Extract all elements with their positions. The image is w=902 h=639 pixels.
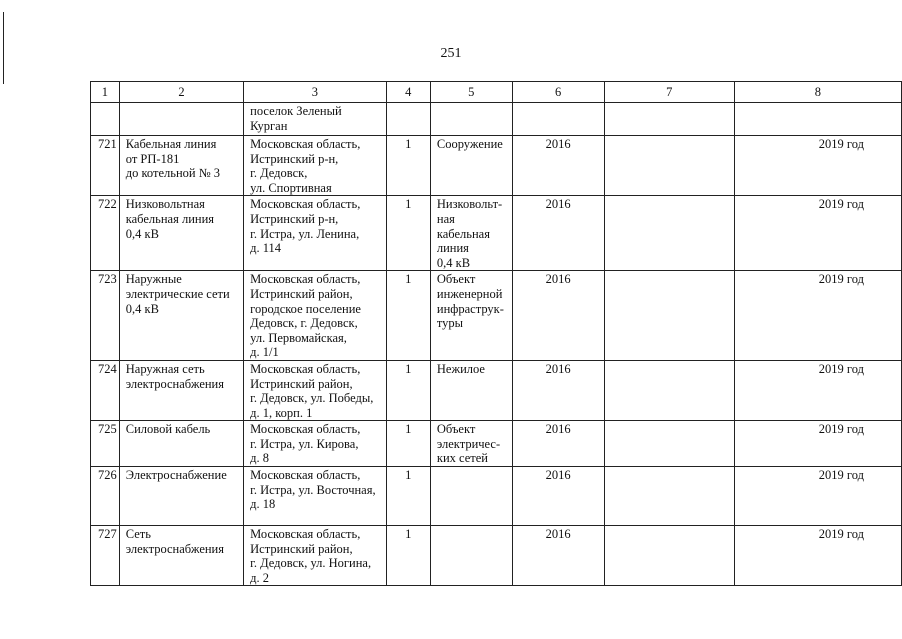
object-col7 bbox=[604, 196, 734, 271]
object-quantity: 1 bbox=[386, 467, 430, 526]
object-col7 bbox=[604, 271, 734, 361]
table-row bbox=[91, 526, 902, 586]
object-address: Московская область, Истринский район, г. Дедовск, ул. Победы, д. 1, корп. 1 bbox=[244, 360, 386, 420]
object-type bbox=[430, 103, 512, 136]
object-name: Электроснабжение bbox=[119, 467, 243, 526]
object-col7 bbox=[604, 136, 734, 196]
table-row bbox=[91, 103, 902, 136]
object-name: Наружная сеть электроснабжения bbox=[119, 360, 243, 420]
object-period bbox=[734, 103, 901, 136]
object-type: Нежилое bbox=[430, 360, 512, 420]
object-col7 bbox=[604, 360, 734, 420]
object-year: 2016 bbox=[512, 526, 604, 586]
object-name: Сеть электроснабжения bbox=[119, 526, 243, 586]
object-name: Силовой кабель bbox=[119, 421, 243, 467]
object-quantity: 1 bbox=[386, 526, 430, 586]
object-address: Московская область, Истринский р-н, г. Истра, ул. Ленина, д. 114 bbox=[244, 196, 386, 271]
object-type: Низковольт- ная кабельная линия 0,4 кВ bbox=[430, 196, 512, 271]
object-address: Московская область, Истринский район, городское поселение Дедовск, г. Дедовск, ул. Первомайская, д. 1/1 bbox=[244, 271, 386, 361]
object-col7 bbox=[604, 526, 734, 586]
object-period: 2019 год bbox=[734, 467, 901, 526]
col-header: 3 bbox=[244, 82, 386, 103]
row-number: 726 bbox=[91, 467, 120, 526]
object-name bbox=[119, 103, 243, 136]
row-number: 725 bbox=[91, 421, 120, 467]
col-header: 1 bbox=[91, 82, 120, 103]
row-number: 724 bbox=[91, 360, 120, 420]
row-number: 722 bbox=[91, 196, 120, 271]
registry-table bbox=[90, 81, 902, 586]
object-quantity: 1 bbox=[386, 196, 430, 271]
object-year: 2016 bbox=[512, 136, 604, 196]
object-year: 2016 bbox=[512, 467, 604, 526]
object-name: Кабельная линия от РП-181 до котельной № 3 bbox=[119, 136, 243, 196]
object-col7 bbox=[604, 421, 734, 467]
object-year: 2016 bbox=[512, 360, 604, 420]
object-type bbox=[430, 467, 512, 526]
object-address: Московская область, Истринский район, г. Дедовск, ул. Ногина, д. 2 bbox=[244, 526, 386, 586]
object-period: 2019 год bbox=[734, 136, 901, 196]
table-row bbox=[91, 467, 902, 526]
col-header: 2 bbox=[119, 82, 243, 103]
object-address: Московская область, Истринский р-н, г. Дедовск, ул. Спортивная bbox=[244, 136, 386, 196]
object-type: Сооружение bbox=[430, 136, 512, 196]
object-address: поселок Зеленый Курган bbox=[244, 103, 386, 136]
object-period: 2019 год bbox=[734, 360, 901, 420]
row-number: 723 bbox=[91, 271, 120, 361]
table-row bbox=[91, 360, 902, 420]
col-header: 8 bbox=[734, 82, 901, 103]
object-period: 2019 год bbox=[734, 271, 901, 361]
object-quantity: 1 bbox=[386, 360, 430, 420]
object-name: Наружные электрические сети 0,4 кВ bbox=[119, 271, 243, 361]
object-quantity: 1 bbox=[386, 421, 430, 467]
object-col7 bbox=[604, 103, 734, 136]
object-type bbox=[430, 526, 512, 586]
object-type: Объект инженерной инфраструк- туры bbox=[430, 271, 512, 361]
object-period: 2019 год bbox=[734, 421, 901, 467]
table-row bbox=[91, 271, 902, 361]
object-year: 2016 bbox=[512, 421, 604, 467]
table-row bbox=[91, 196, 902, 271]
object-type: Объект электричес- ких сетей bbox=[430, 421, 512, 467]
object-name: Низковольтная кабельная линия 0,4 кВ bbox=[119, 196, 243, 271]
object-period: 2019 год bbox=[734, 526, 901, 586]
object-quantity bbox=[386, 103, 430, 136]
object-address: Московская область, г. Истра, ул. Кирова, д. 8 bbox=[244, 421, 386, 467]
object-year: 2016 bbox=[512, 196, 604, 271]
row-number bbox=[91, 103, 120, 136]
row-number: 721 bbox=[91, 136, 120, 196]
object-quantity: 1 bbox=[386, 136, 430, 196]
object-period: 2019 год bbox=[734, 196, 901, 271]
object-col7 bbox=[604, 467, 734, 526]
table-row bbox=[91, 136, 902, 196]
object-address: Московская область, г. Истра, ул. Восточная, д. 18 bbox=[244, 467, 386, 526]
object-year bbox=[512, 103, 604, 136]
col-header: 4 bbox=[386, 82, 430, 103]
header-row bbox=[91, 82, 902, 103]
object-year: 2016 bbox=[512, 271, 604, 361]
row-number: 727 bbox=[91, 526, 120, 586]
table-row bbox=[91, 421, 902, 467]
object-quantity: 1 bbox=[386, 271, 430, 361]
col-header: 6 bbox=[512, 82, 604, 103]
col-header: 7 bbox=[604, 82, 734, 103]
col-header: 5 bbox=[430, 82, 512, 103]
page-number: 251 bbox=[440, 46, 462, 61]
